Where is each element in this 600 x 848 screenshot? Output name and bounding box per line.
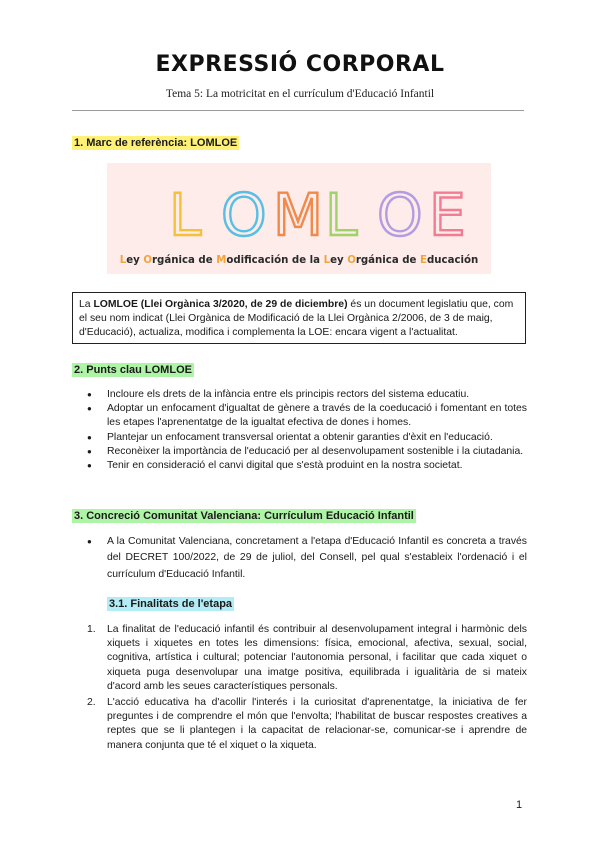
list-item: ● A la Comunitat Valenciana, concretament a l'etapa d'Educació Infantil es concreta a través del DECRET 100/2022, de 29 de juliol, del Consell, pel qual s'estableix l'ordenació i el currículum d'Educació Infantil.: [107, 534, 527, 583]
logo-letter: L: [325, 181, 358, 245]
caption-part: M: [216, 255, 227, 266]
caption-part: O: [347, 255, 356, 266]
lomloe-banner-caption: [107, 255, 491, 266]
definition-term-detail: (Llei Orgànica 3/2020, de 29 de diciembre): [137, 299, 348, 310]
lomloe-definition-box: [72, 292, 526, 344]
caption-part: odificación de la: [226, 255, 324, 266]
caption-part: O: [143, 255, 153, 266]
caption-part: ey: [330, 255, 348, 266]
header-divider: [72, 110, 524, 111]
caption-part: L: [119, 255, 127, 266]
definition-lead: La: [79, 299, 94, 310]
list-item: ● Incloure els drets de la infància entre els principis rectors del sistema educatiu.: [107, 388, 527, 402]
definition-body: és un document legislatiu que, com el seu nom indicat (Llei Orgànica de Modificació de la Llei Orgànica 2/2006, de 3 de maig, d'Educació), actualiza, modifica i complementa la LOE: encara vigent a l'actualitat.: [79, 299, 514, 339]
definition-term: LOMLOE: [93, 299, 138, 310]
subsection-3-1-heading: [107, 594, 234, 612]
logo-letter: M: [273, 181, 324, 245]
document-subtitle: Tema 5: La motricitat en el currículum d'Educació Infantil: [165, 88, 435, 100]
logo-letter: L: [169, 181, 202, 245]
list-item-text: L'acció educativa ha d'acollir l'interés i la curiositat d'aprenentatge, la iniciativa de fer preguntes i de comprendre el món que l'envolta; l'habilitat de buscar respostes creatives a reptes que se li plantegen i la capacitat de relacionar-se, comunicar-se i aprendre de manera conjunta que té el xiquet o la xiqueta.: [107, 697, 527, 751]
section-2-heading-text: 2. Punts clau LOMLOE: [74, 364, 192, 376]
logo-letter: O: [221, 181, 267, 245]
key-points-list: [107, 388, 527, 473]
list-item: ● Tenir en consideració el canvi digital que s'està produint en la nostra societat.: [107, 459, 527, 473]
lomloe-logo: [107, 175, 491, 245]
aims-list: [87, 623, 527, 755]
section-1-heading: [72, 133, 239, 151]
page-number: 1: [516, 799, 523, 811]
caption-part: ey: [126, 255, 144, 266]
curriculum-list: [107, 534, 527, 583]
list-item: ● Plantejar un enfocament transversal orientat a obtenir garanties d'èxit en l'educació.: [107, 431, 527, 445]
caption-part: rgánica de: [355, 255, 421, 266]
caption-part: ducación: [426, 255, 479, 266]
list-item: [87, 696, 527, 753]
document-title: EXPRESSIÓ CORPORAL: [155, 52, 445, 77]
section-3-heading-text: 3. Concreció Comunitat Valenciana: Currículum Educació Infantil: [74, 510, 414, 522]
list-item: ● Adoptar un enfocament d'igualtat de gènere a través de la coeducació i fomentant en totes les etapes l'aprenentatge de la igualtat efectiva de dones i homes.: [107, 402, 527, 430]
subsection-3-1-heading-text: 3.1. Finalitats de l'etapa: [109, 598, 233, 610]
list-item-number: 1.: [87, 624, 96, 635]
logo-letter: E: [429, 181, 466, 245]
list-item: [87, 623, 527, 694]
section-3-heading: [72, 506, 416, 524]
caption-part: rgánica de: [152, 255, 217, 266]
caption-part: E: [420, 255, 427, 266]
section-1-heading-text: 1. Marc de referència: LOMLOE: [74, 137, 238, 149]
list-item: ● Reconèixer la importància de l'educació per al desenvolupament sostenible i la ciutadania.: [107, 445, 527, 459]
list-item-text: La finalitat de l'educació infantil és contribuir al desenvolupament integral i harmònic dels xiquets i xiquetes en totes les dimensions: física, emocional, afectiva, sexual, social, cognitiva, artística i cultural; potenciar l'autonomia personal, i facilitar que cada xiquet o xiqueta puga desenvolupar una imatge positiva, equilibrada i igualitària de si mateix d'acord amb les seues característiques personals.: [107, 624, 527, 692]
caption-part: L: [323, 255, 331, 266]
section-2-heading: [72, 360, 194, 378]
list-item-number: 2.: [87, 697, 96, 709]
logo-letter: O: [377, 181, 423, 245]
